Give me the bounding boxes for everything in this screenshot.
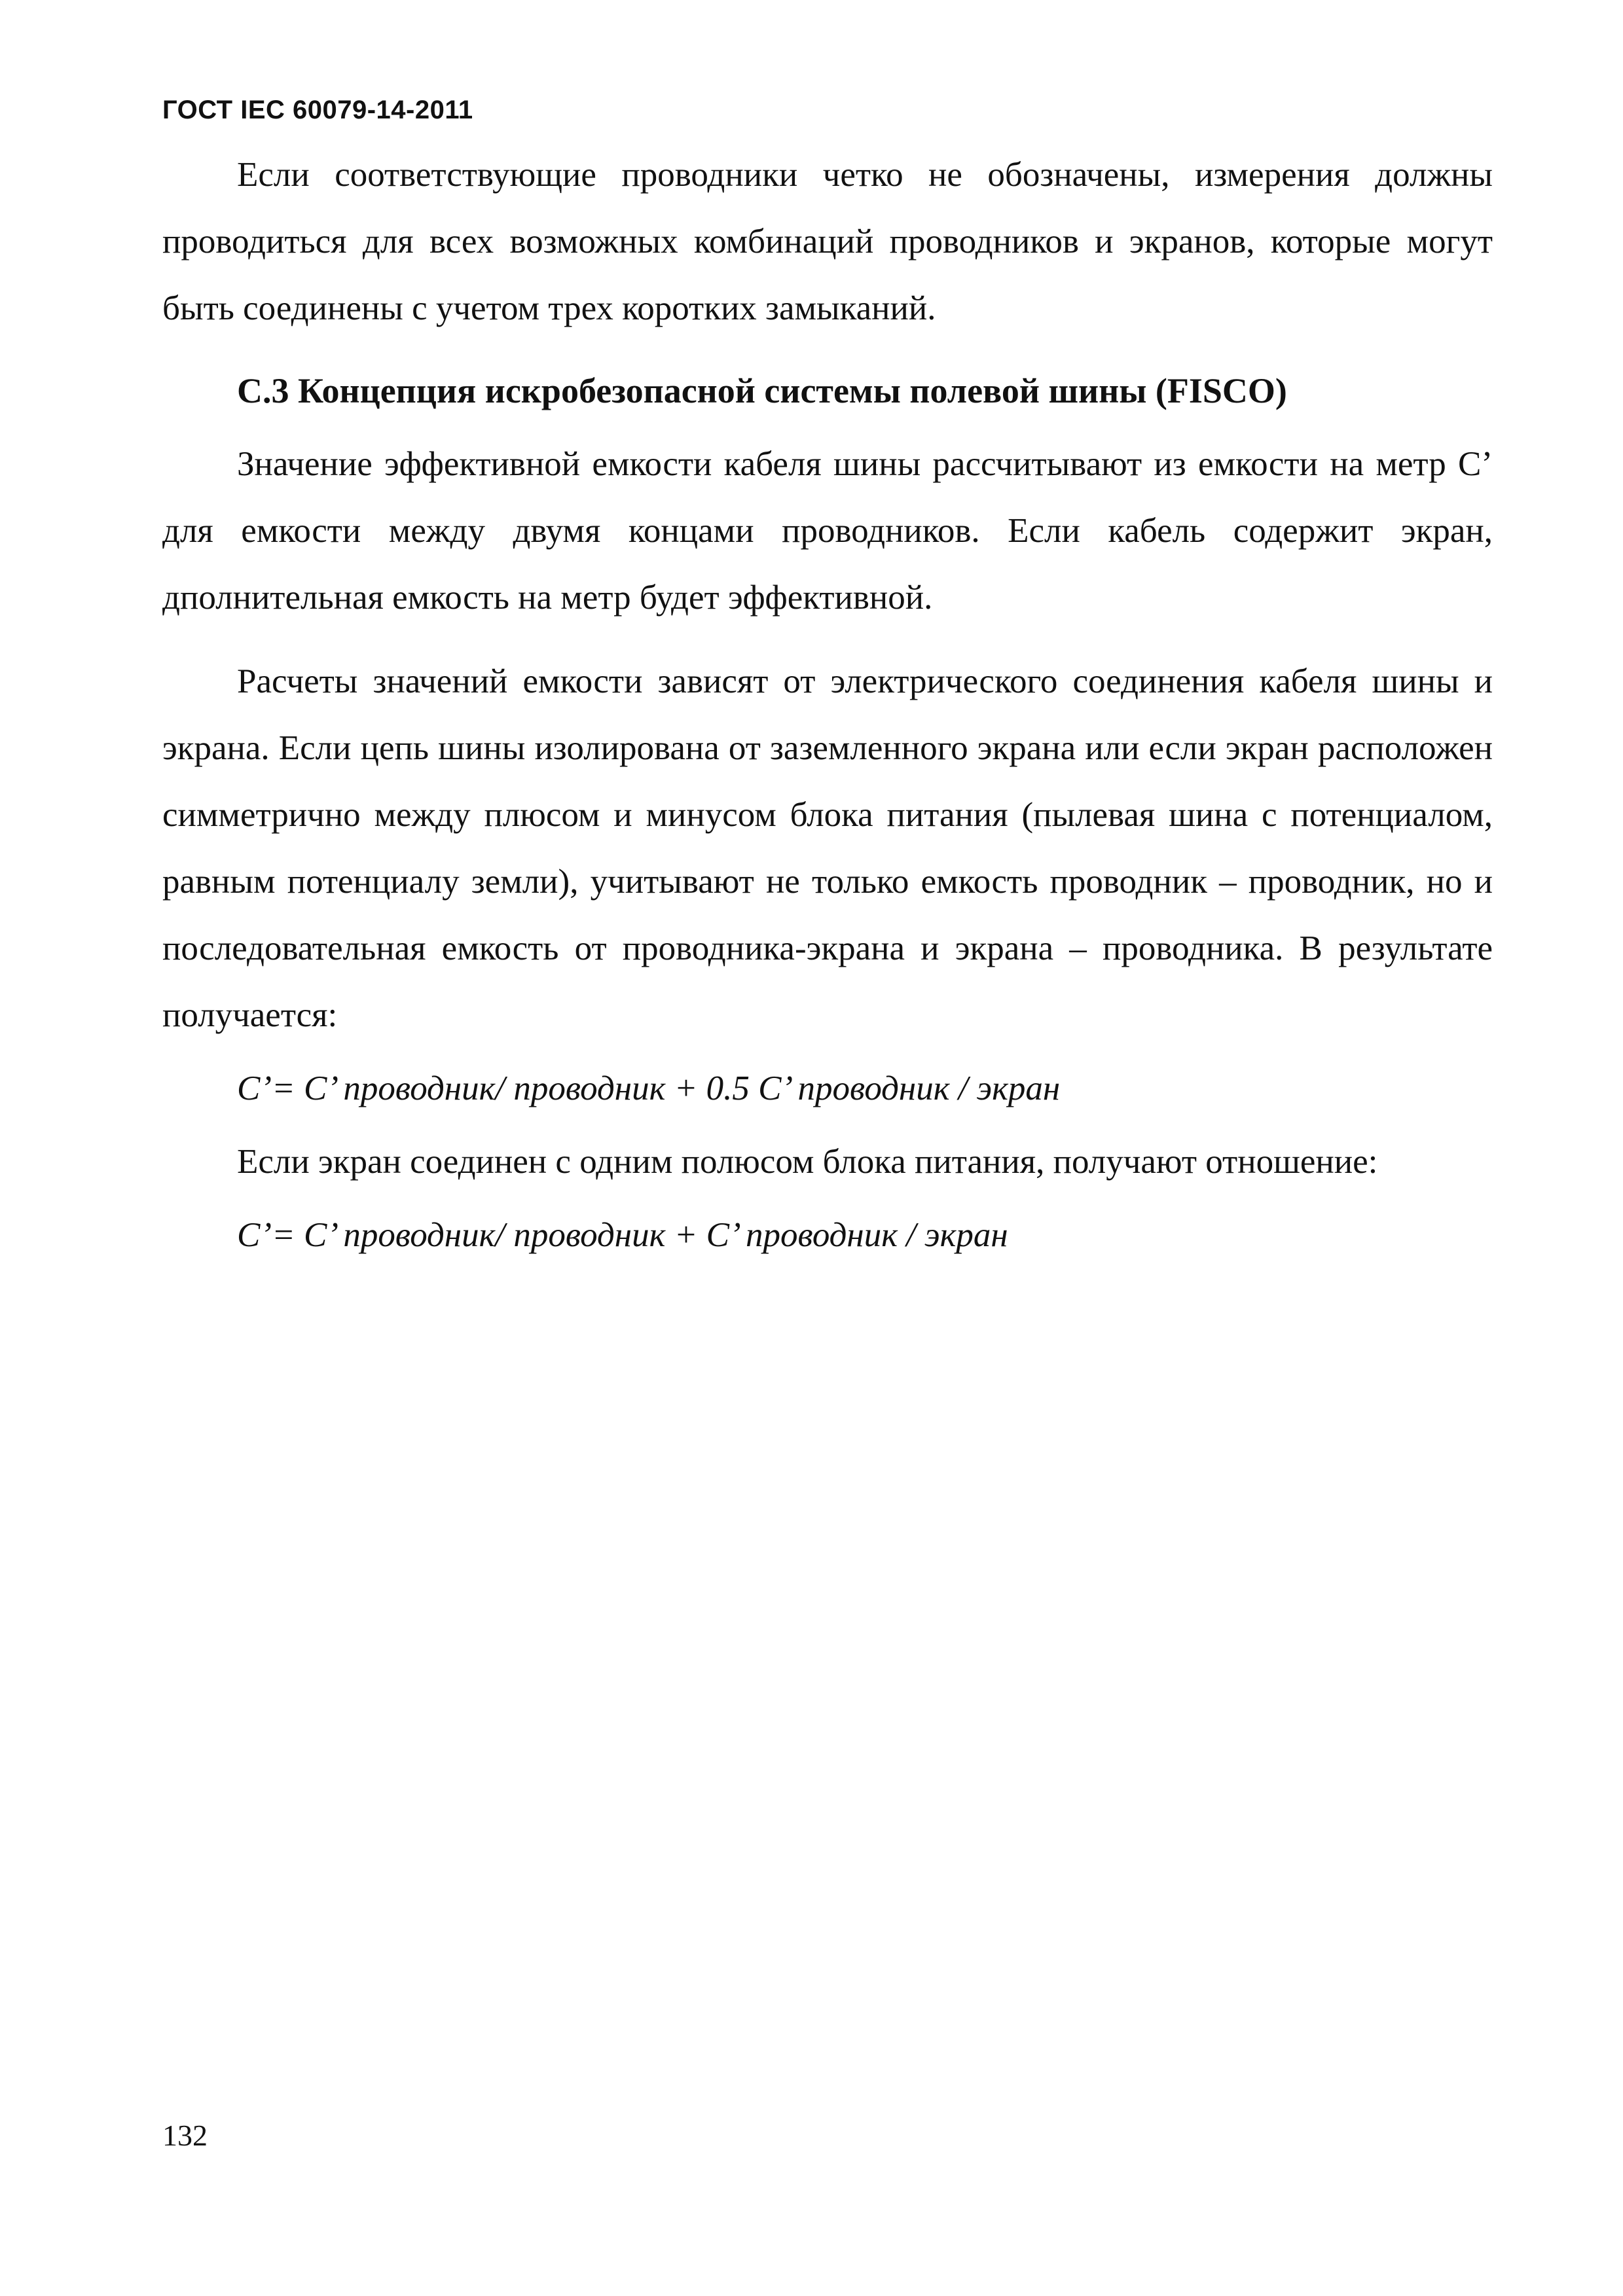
formula-connected-screen: C’= C’ проводник/ проводник + C’ проводник / экран — [237, 1216, 1008, 1254]
paragraph-capacitance-calculation: Расчеты значений емкости зависят от электрического соединения кабеля шины и экрана. Если цепь шины изолирована от заземленного экрана или если экран расположен симметрично между плюсом и минусом блока питания (пылевая шина с потенциалом, равным потенциалу земли), учитывают не только емкость проводник – проводник, но и последовательная емкость от проводника-экрана и экрана – проводника. В результате получается: — [162, 662, 1493, 1034]
page-number: 132 — [162, 2119, 208, 2152]
section-heading-fisco: С.3 Концепция искробезопасной системы полевой шины (FISCO) — [237, 371, 1287, 410]
page-body — [162, 141, 1493, 1268]
paragraph-screen-connected: Если экран соединен с одним полюсом блока питания, получают отношение: — [237, 1143, 1378, 1181]
document-code-header: ГОСТ IEC 60079-14-2011 — [162, 96, 473, 124]
formula-isolated-screen: C’= C’ проводник/ проводник + 0.5 C’ проводник / экран — [237, 1069, 1061, 1107]
paragraph-effective-capacitance: Значение эффективной емкости кабеля шины рассчитывают из емкости на метр С’ для емкости между двумя концами проводников. Если кабель содержит экран, дполнительная емкость на метр будет эффективной. — [162, 445, 1493, 617]
paragraph-conductor-measurement: Если соответствующие проводники четко не обозначены, измерения должны проводиться для всех возможных комбинаций проводников и экранов, которые могут быть соединены с учетом трех коротких замыканий. — [162, 156, 1493, 327]
